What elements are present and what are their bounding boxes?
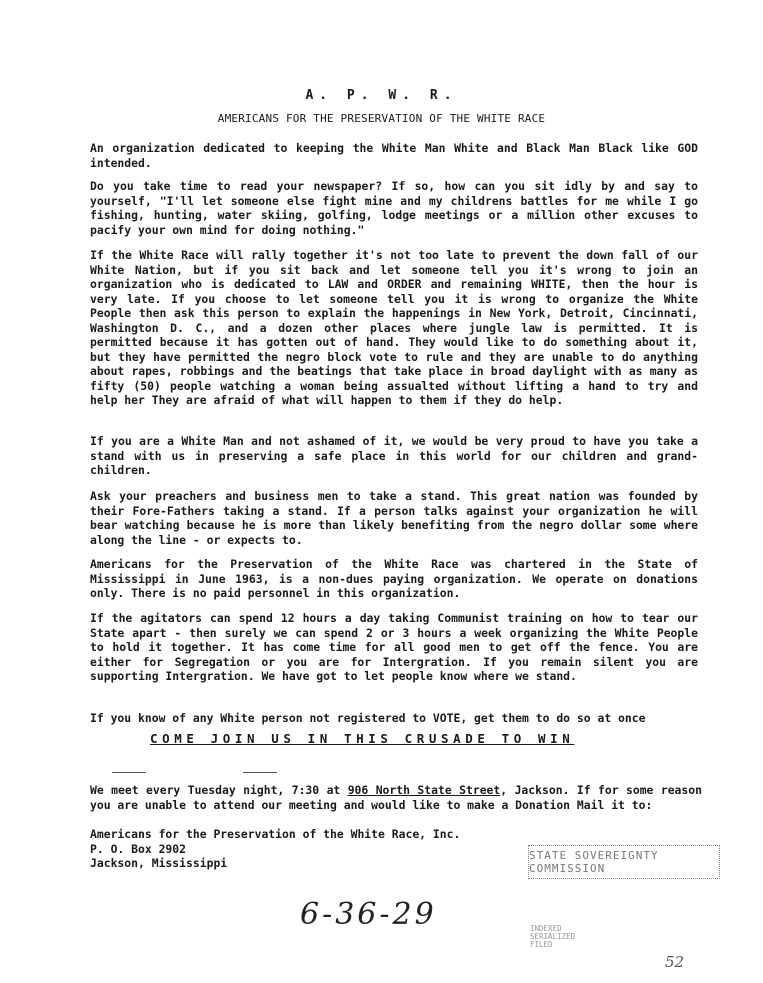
address-line-1: Americans for the Preservation of the White Race, Inc. bbox=[90, 827, 461, 841]
stamp-line-3: FILED bbox=[530, 940, 553, 949]
paragraph-3: If the White Race will rally together it's not too late to prevent the down fall of our White Nation, but if you sit back and let someone tell you it's wrong to join an organization who is dedicated to LAW and ORDER and remaining WHITE, then the hour is very late. If you choose to let someone tell you it is wrong to organize the White People then ask this person to explain the happenings in New York, Detroit, Cincinnati, Washington D. C., and a dozen other places where jungle law is permitted. It is permitted because it has gotten out of hand. They would like to do something about it, but they have permitted the negro block vote to rule and they are unable to do anything about rapes, robbings and the beatings that take place in broad daylight with as many as fifty (50) people watching a woman being assualted without lifting a hand to try and help her They are afraid of what will happen to them if they do help. bbox=[90, 248, 698, 407]
handwritten-file-number: 6-36-29 bbox=[300, 897, 437, 932]
crusade-slogan: COME JOIN US IN THIS CRUSADE TO WIN bbox=[150, 731, 575, 746]
commission-stamp: STATE SOVEREIGNTY COMMISSION bbox=[528, 845, 720, 879]
stamp-initials: 52 bbox=[665, 953, 685, 971]
filing-stamp bbox=[530, 925, 600, 949]
paragraph-4: If you are a White Man and not ashamed of it, we would be very proud to have you take a stand with us in preserving a safe place in this world for our children and grand-children. bbox=[90, 434, 698, 477]
paragraph-6: Americans for the Preservation of the White Race was chartered in the State of Mississippi in June 1963, is a non-dues paying organization. We operate on donations only. There is no paid personnel in this organization. bbox=[90, 557, 698, 600]
meeting-text-before: We meet every Tuesday night, 7:30 at bbox=[90, 783, 348, 797]
meeting-info bbox=[90, 783, 702, 812]
paragraph-8: If you know of any White person not registered to VOTE, get them to do so at once bbox=[90, 711, 646, 725]
divider-right bbox=[243, 772, 277, 773]
address-line-3: Jackson, Mississippi bbox=[90, 856, 228, 870]
mailing-address bbox=[90, 827, 460, 871]
meeting-text-after: , Jackson. If for some reason you are unable to attend our meeting and would like to make a Donation Mail it to: bbox=[90, 783, 702, 812]
org-full-name: AMERICANS FOR THE PRESERVATION OF THE WHITE RACE bbox=[217, 112, 546, 125]
paragraph-1: An organization dedicated to keeping the White Man White and Black Man Black like GOD intended. bbox=[90, 141, 698, 170]
org-acronym: A. P. W. R. bbox=[305, 88, 458, 103]
paragraph-5: Ask your preachers and business men to take a stand. This great nation was founded by their Fore-Fathers taking a stand. If a person talks against your organization he will bear watching because he is more than likely benefiting from the negro dollar some where along the line - or expects to. bbox=[90, 489, 698, 547]
stamp-line-1: INDEXED bbox=[530, 924, 562, 933]
address-line-2: P. O. Box 2902 bbox=[90, 841, 187, 856]
stamp-line-2: SERIALIZED bbox=[530, 932, 576, 941]
paragraph-2: Do you take time to read your newspaper? If so, how can you sit idly by and say to yourself, "I'll let someone else fight mine and my childrens battles for me while I go fishing, hunting, water skiing, golfing, lodge meetings or a million other excuses to pacify your own mind for doing nothing." bbox=[90, 179, 698, 237]
divider-left bbox=[112, 772, 146, 773]
meeting-address: 906 North State Street bbox=[347, 783, 501, 797]
paragraph-7: If the agitators can spend 12 hours a day taking Communist training on how to tear our State apart - then surely we can spend 2 or 3 hours a week organizing the White People to hold it together. It has come time for all good men to get off the fence. You are either for Segregation or you are for Intergration. If you remain silent you are supporting Intergration. We have got to let people know where we stand. bbox=[90, 611, 698, 683]
